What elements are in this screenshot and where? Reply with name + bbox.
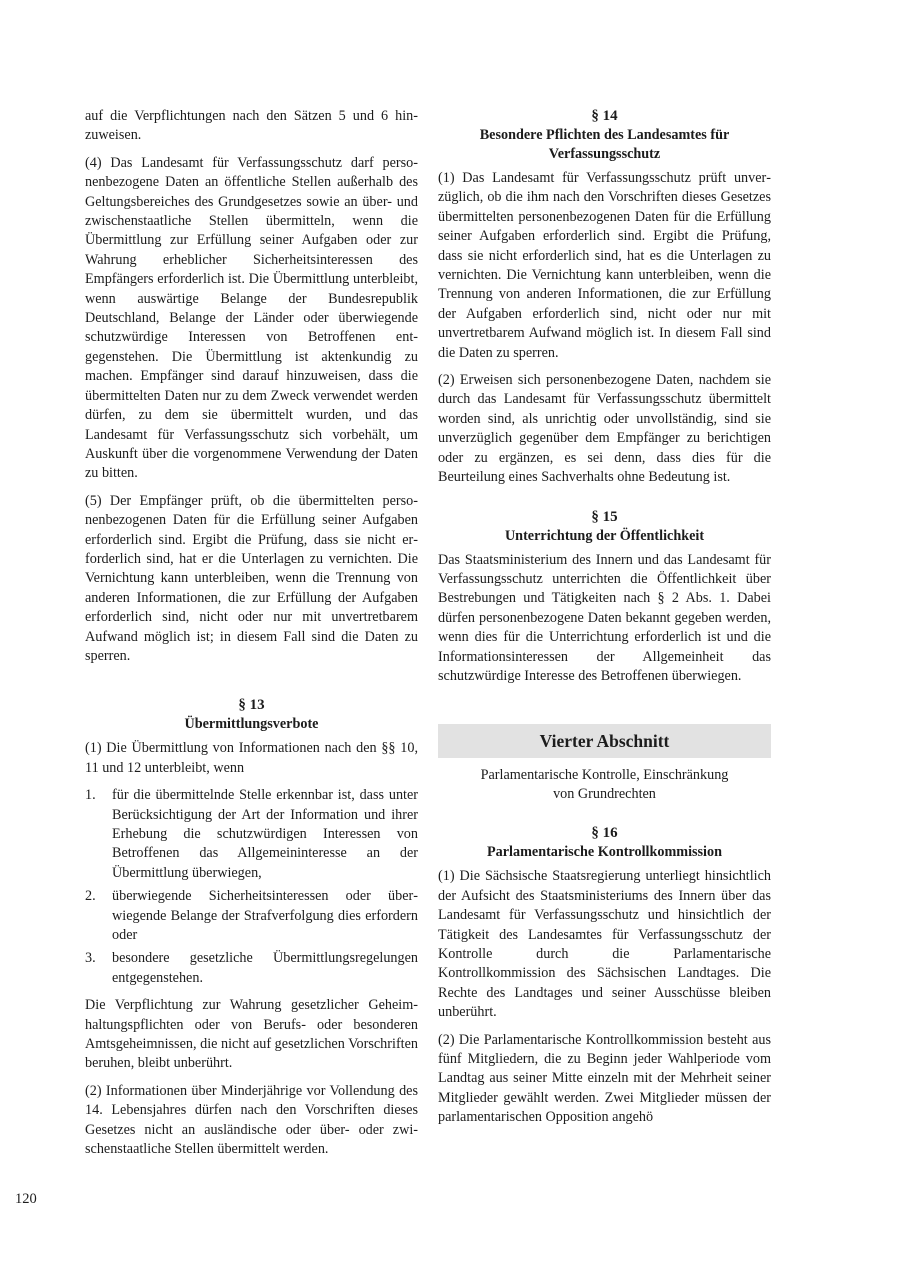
section-13-paragraph-2: (2) Informationen über Minderjährige vor Vollendung des 14. Lebensjahres dürfen nach den Vorschriften dieses Gesetzes nicht an ausländische oder über- oder zwischenstaatliche Stellen übermittelt werden. xyxy=(85,1082,418,1158)
section-13-paragraph-1: (1) Die Übermittlung von Informationen nach den §§ 10, 11 und 12 unterbleibt, wenn xyxy=(85,740,418,776)
section-16-heading xyxy=(438,824,771,862)
chapter-subtitle xyxy=(438,766,771,804)
section-16-paragraph-1: (1) Die Sächsische Staatsregierung unterliegt hinsichtlich der Aufsicht des Staatsministeriums des Innern über das Landesamt für Verfassungsschutz und hinsichtlich der Tätigkeit des Landesamtes für Verfassungsschutz der Kontrolle durch die Parlamentarische Kontrollkommission des Sächsischen Landtages. Die Rechte des Landtages und seiner Ausschüsse bleiben unberührt. xyxy=(438,868,771,1021)
section-14-heading xyxy=(438,107,771,164)
list-item-text: überwiegende Sicherheitsinteressen oder überwiegende Belange der Strafverfolgung dies erfordern oder xyxy=(112,888,418,944)
right-column xyxy=(438,107,771,1136)
chapter-subtitle-line-1: Parlamentarische Kontrolle, Einschränkung xyxy=(480,767,729,784)
paragraph-continuation: auf die Verpflichtungen nach den Sätzen 5 und 6 hinzuweisen. xyxy=(85,108,418,144)
section-14-paragraph-2: (2) Erweisen sich personenbezogene Daten, nachdem sie durch das Landesamt für Verfassungsschutz übermittelt worden sind, als unrichtig oder unvollständig, sind sie unverzüglich gegenüber dem Empfänger zu berichtigen oder zu ergänzen, es sei denn, dass dies für die Beurteilung eines Sachverhalts ohne Bedeutung ist. xyxy=(438,372,771,486)
page-number: 120 xyxy=(15,1191,37,1207)
list-item-number: 1. xyxy=(85,787,96,804)
paragraph-5: (5) Der Empfänger prüft, ob die übermittelten personenbezogenen Daten für die Erfüllung seiner Aufgaben erforderlich sind. Ergibt die Prüfung, dass sie nicht erforderlich sind, hat er die Unterlagen zu vernichten. Die Vernichtung kann unterbleiben, wenn die Trennung von anderen Informationen, die zur Erfüllung der Aufgaben erforderlich sind, nicht oder nur mit unvertretbarem Aufwand möglich ist; in diesem Fall sind die Daten zu sperren. xyxy=(85,492,418,664)
section-13-list xyxy=(85,786,418,988)
list-item xyxy=(85,949,418,988)
section-16-number: § 16 xyxy=(591,825,618,842)
section-15-title: Unterrichtung der Öffentlichkeit xyxy=(504,527,705,544)
list-item-number: 3. xyxy=(85,950,96,967)
section-14-title: Besondere Pflichten des Landesamtes für Verfassungsschutz xyxy=(479,127,730,162)
list-item xyxy=(85,887,418,945)
left-column xyxy=(85,107,418,1168)
section-13-heading xyxy=(85,696,418,734)
section-15-number: § 15 xyxy=(591,508,618,525)
section-13-title: Übermittlungsverbote xyxy=(184,716,319,733)
section-16-title: Parlamentarische Kontrollkommission xyxy=(486,844,722,861)
section-14-paragraph-1: (1) Das Landesamt für Verfassungsschutz prüft unverzüglich, ob die ihm nach den Vorschriften dieses Gesetzes übermittelten personenbezogenen Daten für die Erfüllung seiner Aufgaben erforderlich sind. Ergibt die Prüfung, dass sie nicht erforderlich sind, hat es die Unterlagen zu vernichten. Die Vernichtung kann unterbleiben, wenn die Trennung von anderen Informationen, die zur Erfüllung der Aufgaben erforderlich sind, nicht oder nur mit unvertretbarem Aufwand möglich ist. In diesem Fall sind die Daten zu sperren. xyxy=(438,170,771,361)
list-item-number: 2. xyxy=(85,888,96,905)
section-15-paragraph-1: Das Staatsministerium des Innern und das Landesamt für Verfassungsschutz unterrichten die Öffentlichkeit über Bestrebungen und Tätigkeiten nach § 2 Abs. 1. Dabei dürfen personenbezogene Daten bekannt gegeben werden, wenn dies für die Unterrichtung erforderlich ist und die Informationsinteressen der Allgemeinheit das schutzwürdige Interesse des Betroffenen überwiegen. xyxy=(438,551,771,684)
chapter-heading: Vierter Abschnitt xyxy=(438,724,771,758)
section-16-paragraph-2: (2) Die Parlamentarische Kontrollkommission besteht aus fünf Mitgliedern, die zu Beginn jeder Wahlperiode vom Landtag aus seiner Mitte einzeln mit der Mehrheit seiner Mitglieder gewählt werden. Zwei Mitglieder müssen der parlamentarischen Opposition angehö xyxy=(438,1031,771,1126)
list-item-text: für die übermittelnde Stelle erkennbar ist, dass unter Berücksichtigung der Art der Information und ihrer Erhebung die schutzwürdigen Interessen von Betroffenen das Allgemeininteresse an der Übermittlung überwiegen, xyxy=(112,787,418,881)
list-item-text: besondere gesetzliche Übermittlungsregelungen entgegenstehen. xyxy=(112,950,418,986)
section-14-number: § 14 xyxy=(591,108,618,124)
list-item xyxy=(85,786,418,883)
section-15-heading xyxy=(438,508,771,546)
paragraph-4: (4) Das Landesamt für Verfassungsschutz darf personenbezogene Daten an öffentliche Stellen außerhalb des Geltungsbereiches des Grundgesetzes sowie an über- und zwischenstaatliche Stellen übermitteln, wenn die Übermittlung zur Erfüllung seiner Aufgaben oder zur Wahrung erheblicher Sicherheitsinteressen des Empfängers erforderlich ist. Die Übermittlung unterbleibt, wenn auswärtige Belange der Bundesrepublik Deutschland, Belange der Länder oder überwiegende schutzwürdige Interessen von Betroffenen entgegenstehen. Die Übermittlung ist aktenkundig zu machen. Empfänger sind darauf hinzuweisen, dass die übermittelten Daten nur zu dem Zweck verwendet werden dürfen, zu dem sie übermittelt wurden, und das Landesamt für Verfassungsschutz sich vorbehält, um Auskunft über die vorgenommene Verwendung der Daten zu bitten. xyxy=(85,154,418,482)
section-13-number: § 13 xyxy=(238,697,265,714)
section-13-paragraph-after-list: Die Verpflichtung zur Wahrung gesetzlicher Geheimhaltungspflichten oder von Berufs- oder besonderen Amtsgeheimnissen, die nicht auf gesetzlichen Vorschriften beruhen, bleibt unberührt. xyxy=(85,997,418,1072)
chapter-subtitle-line-2: von Grundrechten xyxy=(553,786,656,803)
